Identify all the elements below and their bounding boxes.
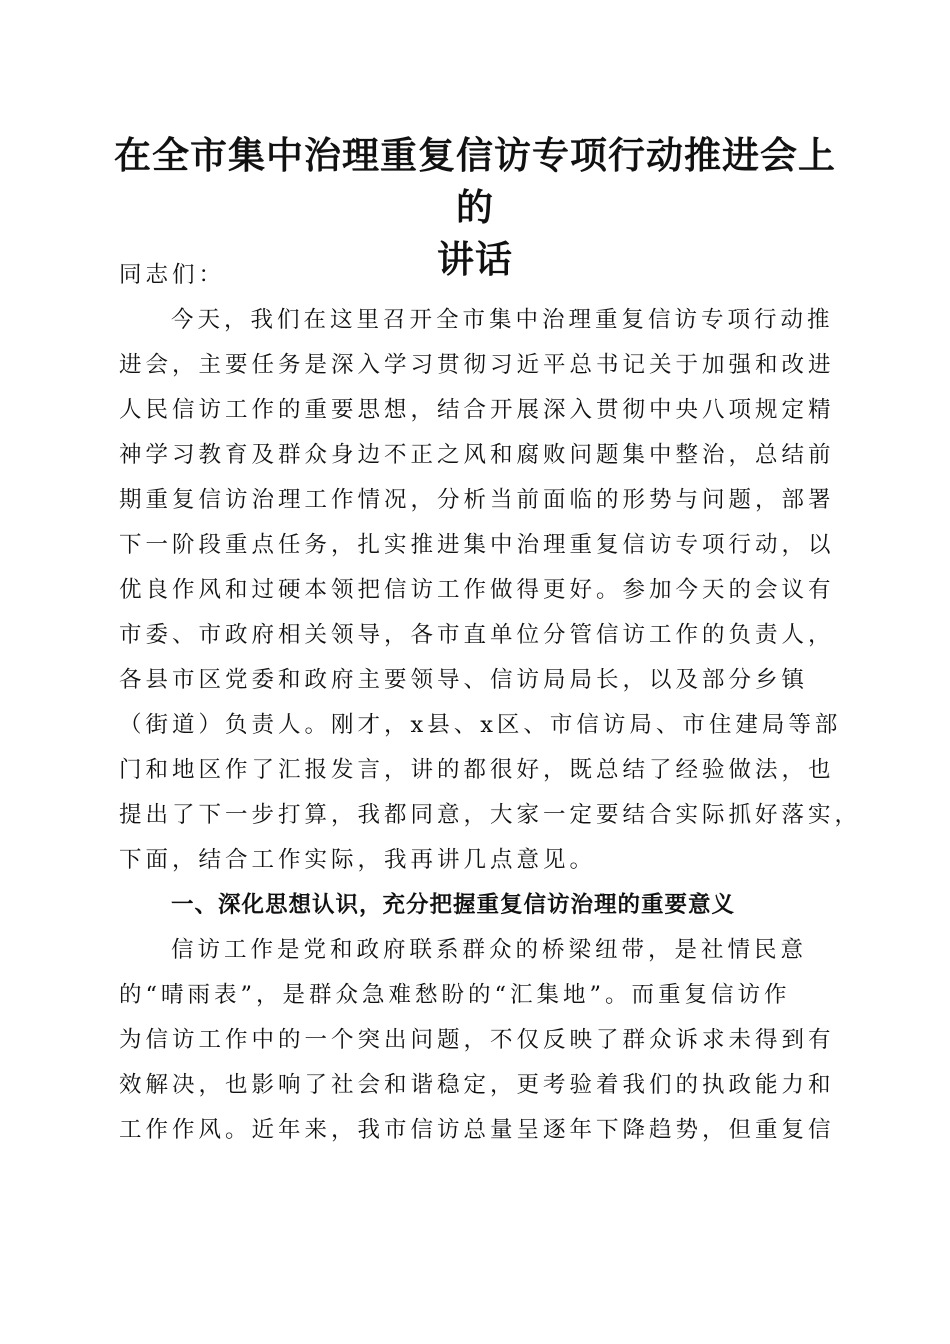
document-body	[119, 253, 862, 1153]
paragraph-2-line: 工作作风。近年来，我市信访总量呈逐年下降趋势，但重复信	[119, 1117, 835, 1143]
paragraph-1-line: （街道）负责人。刚才，x县、x区、市信访局、市住建局等部	[119, 712, 842, 738]
paragraph-1-line: 进会，主要任务是深入学习贯彻习近平总书记关于加强和改进	[119, 352, 835, 378]
paragraph-1-line: 神学习教育及群众身边不正之风和腐败问题集中整治，总结前	[119, 442, 835, 468]
paragraph-1-line: 提出了下一步打算，我都同意，大家一定要结合实际抓好落实，	[119, 802, 862, 828]
title-line-2: 讲话	[437, 238, 513, 281]
greeting: 同志们：	[119, 262, 226, 288]
paragraph-1-line: 期重复信访治理工作情况，分析当前面临的形势与问题，部署	[119, 487, 835, 513]
paragraph-1-line: 优良作风和过硬本领把信访工作做得更好。参加今天的会议有	[119, 577, 835, 603]
paragraph-1-line: 各县市区党委和政府主要领导、信访局局长，以及部分乡镇	[119, 667, 809, 693]
section-1-heading: 一、深化思想认识，充分把握重复信访治理的重要意义	[171, 892, 736, 918]
paragraph-1-line: 今天，我们在这里召开全市集中治理重复信访专项行动推	[171, 307, 834, 333]
paragraph-1	[119, 298, 862, 883]
paragraph-2-line: 信访工作是党和政府联系群众的桥梁纽带，是社情民意	[171, 937, 808, 963]
paragraph-2-line: 的“晴雨表”，是群众急难愁盼的“汇集地”。而重复信访作	[119, 982, 791, 1008]
paragraph-1-line: 门和地区作了汇报发言，讲的都很好，既总结了经验做法，也	[119, 757, 835, 783]
paragraph-2	[119, 928, 833, 1153]
paragraph-1-line: 下一阶段重点任务，扎实推进集中治理重复信访专项行动，以	[119, 532, 835, 558]
paragraph-2-line: 效解决，也影响了社会和谐稳定，更考验着我们的执政能力和	[119, 1072, 835, 1098]
paragraph-1-line: 人民信访工作的重要思想，结合开展深入贯彻中央八项规定精	[119, 397, 835, 423]
title-line-1: 在全市集中治理重复信访专项行动推进会上的	[114, 134, 836, 229]
paragraph-1-line: 下面，结合工作实际，我再讲几点意见。	[119, 847, 597, 873]
paragraph-2-line: 为信访工作中的一个突出问题，不仅反映了群众诉求未得到有	[119, 1027, 835, 1053]
paragraph-1-line: 市委、市政府相关领导，各市直单位分管信访工作的负责人，	[119, 622, 835, 648]
